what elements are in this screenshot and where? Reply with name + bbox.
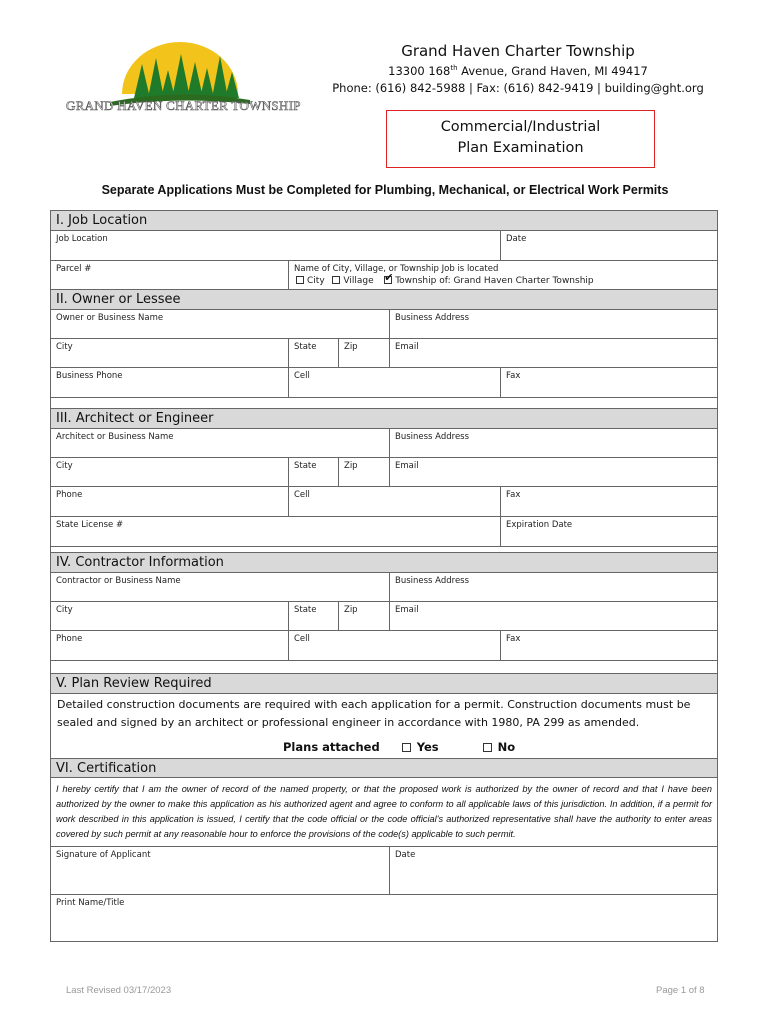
form-title-line1: Commercial/Industrial [440,119,601,135]
print-name-field[interactable]: Print Name/Title [56,898,125,908]
section-contractor: IV. Contractor Information [51,553,717,573]
org-contact: Phone: (616) 842-5988 | Fax: (616) 842-9419 | building@ght.org [332,81,704,95]
separate-applications-notice: Separate Applications Must be Completed for Plumbing, Mechanical, or Electrical Work Permits [101,183,669,197]
municipality-label: Name of City, Village, or Township Job is located [294,264,499,274]
city-checkbox[interactable] [296,276,304,284]
owner-state-field[interactable]: State [289,339,339,367]
contractor-zip-field[interactable]: Zip [339,602,390,630]
city-option-label: City [307,276,325,286]
page-number: Page 1 of 8 [656,985,705,996]
org-name: Grand Haven Charter Township [401,42,635,60]
job-location-field[interactable]: Job Location [51,231,501,260]
contractor-name-field[interactable]: Contractor or Business Name [51,573,390,601]
plans-attached-label: Plans attached [283,740,380,754]
contractor-email-field[interactable]: Email [395,605,419,615]
architect-expiration-field[interactable]: Expiration Date [506,520,573,530]
owner-city-field[interactable]: City [51,339,289,367]
contractor-fax-field[interactable]: Fax [506,634,521,644]
parcel-field[interactable]: Parcel # [51,261,289,289]
township-option-label: Township of: Grand Haven Charter Township [395,276,594,286]
plans-no-label: No [497,740,516,754]
contractor-phone-field[interactable]: Phone [51,631,289,660]
logo-wordmark: GRAND HAVEN CHARTER TOWNSHIP [66,98,301,113]
section-architect: III. Architect or Engineer [51,409,717,429]
section-plan-review: V. Plan Review Required [51,674,717,694]
plans-attached-row [51,734,717,758]
owner-zip-field[interactable]: Zip [339,339,390,367]
contractor-state-field[interactable]: State [289,602,339,630]
section-job-location: I. Job Location [51,211,717,231]
form-title-line2: Plan Examination [457,140,584,156]
form-title [386,110,655,168]
section-owner: II. Owner or Lessee [51,290,717,310]
architect-zip-field[interactable]: Zip [339,458,390,486]
plans-yes-checkbox[interactable] [402,743,411,752]
plan-review-text: Detailed construction documents are required with each application for a permit. Construction documents must be sealed and signed by an architect or professional engineer in accordance with 1980, PA 299 as amended. [57,698,691,729]
contractor-city-field[interactable]: City [51,602,289,630]
architect-state-field[interactable]: State [289,458,339,486]
architect-fax-field[interactable]: Fax [506,490,521,500]
owner-fax-field[interactable]: Fax [506,371,521,381]
plans-yes-label: Yes [416,740,439,754]
village-checkbox[interactable] [332,276,340,284]
township-checkbox[interactable] [384,276,392,284]
contractor-address-field[interactable]: Business Address [395,576,470,586]
architect-name-field[interactable]: Architect or Business Name [51,429,390,457]
architect-license-field[interactable]: State License # [51,517,501,546]
municipality-field [289,261,717,289]
signature-field[interactable]: Signature of Applicant [51,847,390,894]
owner-email-field[interactable]: Email [395,342,419,352]
architect-cell-field[interactable]: Cell [289,487,501,516]
owner-address-field[interactable]: Business Address [395,313,470,323]
architect-city-field[interactable]: City [51,458,289,486]
job-date-field[interactable]: Date [506,234,527,244]
plans-no-checkbox[interactable] [483,743,492,752]
owner-phone-field[interactable]: Business Phone [51,368,289,397]
owner-name-field[interactable]: Owner or Business Name [51,310,390,338]
village-option-label: Village [343,276,374,286]
last-revised: Last Revised 03/17/2023 [66,985,172,996]
contractor-cell-field[interactable]: Cell [289,631,501,660]
section-certification: VI. Certification [51,758,717,778]
architect-address-field[interactable]: Business Address [395,432,470,442]
org-address: 13300 168th Avenue, Grand Haven, MI 49417 [388,64,648,78]
certification-date-field[interactable]: Date [395,850,416,860]
application-form [50,210,718,942]
architect-email-field[interactable]: Email [395,461,419,471]
architect-phone-field[interactable]: Phone [51,487,289,516]
certification-text: I hereby certify that I am the owner of record of the named property, or that the proposed work is authorized by the owner of record and that I have been authorized by the owner to make this application as his authorized agent and agree to conform to all applicable laws of this jurisdiction. In addition, if a permit for work described in this application is issued, I certify that the code official or the code official's authorized representative shall have the authority to enter areas covered by such permit at any reasonable hour to enforce the provisions of the code(s) applicable to such permit. [51,778,717,847]
owner-cell-field[interactable]: Cell [289,368,501,397]
